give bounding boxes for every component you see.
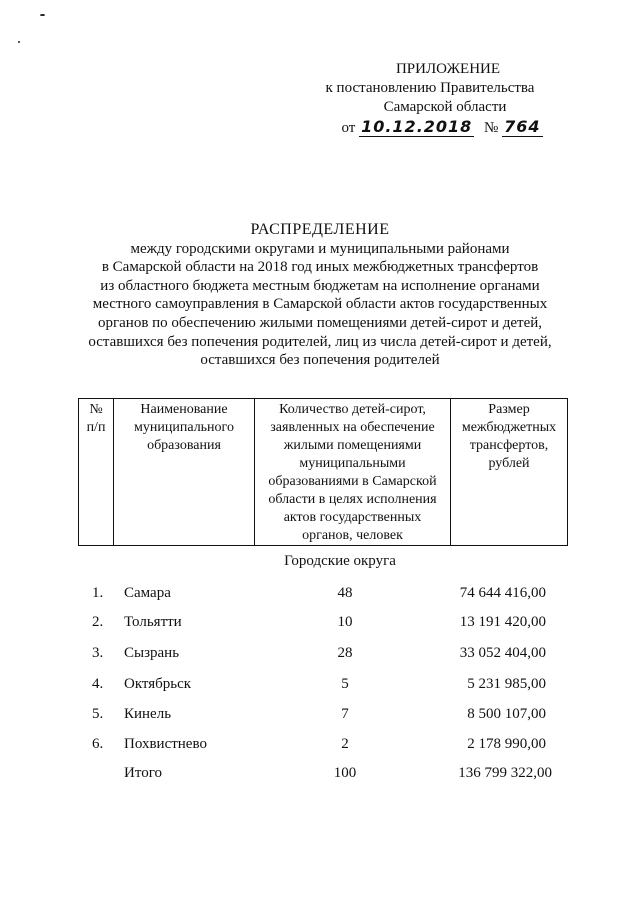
scan-speck (18, 41, 20, 43)
total-count: 100 (333, 765, 357, 781)
row-count: 7 (341, 706, 349, 722)
row-name: Сызрань (124, 645, 180, 661)
row-count: 48 (337, 585, 353, 601)
heading-line: местного самоуправления в Самарской области актов государственных (92, 296, 548, 313)
table-row (0, 676, 640, 696)
row-number: 2. (92, 614, 104, 630)
row-amount: 74 644 416,00 (459, 585, 546, 601)
appendix-line-1: к постановлению Правительства (325, 80, 535, 96)
table-header (78, 398, 568, 546)
heading-line: оставшихся без попечения родителей (200, 352, 440, 369)
table-row (0, 614, 640, 634)
row-count: 28 (337, 645, 353, 661)
row-amount: 5 231 985,00 (467, 676, 546, 692)
header-row (79, 399, 568, 546)
table-row (0, 585, 640, 605)
row-name: Похвистнево (124, 736, 207, 752)
table-row (0, 736, 640, 756)
appendix-block (300, 60, 560, 139)
appendix-date-line (300, 117, 560, 139)
number-prefix: № (484, 120, 499, 136)
appendix-line-2: Самарской области (383, 99, 507, 115)
row-number: 3. (92, 645, 104, 661)
document-heading (60, 221, 580, 370)
row-amount: 2 178 990,00 (467, 736, 546, 752)
table-row (0, 645, 640, 665)
header-name: Наименование муниципального образования (114, 399, 255, 546)
heading-line: из областного бюджета местным бюджетам на исполнение органами (100, 277, 540, 294)
section-title: Городские округа (284, 553, 396, 569)
heading-line: оставшихся без попечения родителей, лиц из числа детей-сирот и детей, (88, 333, 552, 350)
heading-title: РАСПРЕДЕЛЕНИЕ (250, 221, 390, 238)
row-name: Самара (124, 585, 171, 601)
row-name: Кинель (124, 706, 172, 722)
handwritten-number: 764 (504, 117, 541, 136)
date-prefix: от (341, 120, 356, 136)
table-row (0, 706, 640, 726)
heading-line: органов по обеспечению жилыми помещениями детей-сирот и детей, (97, 314, 543, 331)
total-amount: 136 799 322,00 (458, 765, 552, 781)
heading-line: между городскими округами и муниципальными районами (130, 240, 510, 257)
row-amount: 33 052 404,00 (459, 645, 546, 661)
row-count: 10 (337, 614, 353, 630)
row-amount: 8 500 107,00 (467, 706, 546, 722)
appendix-title: ПРИЛОЖЕНИЕ (395, 61, 501, 77)
row-count: 5 (341, 676, 349, 692)
header-count: Количество детей-сирот, заявленных на обеспечение жилыми помещениями муниципальными образованиями в Самарской области в целях исполнения актов государственных органов, человек (255, 399, 451, 546)
total-label: Итого (124, 765, 162, 781)
heading-line: в Самарской области на 2018 год иных межбюджетных трансфертов (101, 259, 539, 276)
total-row (0, 765, 640, 785)
scan-speck (40, 14, 45, 16)
row-name: Тольятти (124, 614, 182, 630)
row-amount: 13 191 420,00 (459, 614, 546, 630)
row-number: 4. (92, 676, 104, 692)
handwritten-date: 10.12.2018 (361, 117, 473, 136)
row-number: 5. (92, 706, 104, 722)
row-number: 1. (92, 585, 104, 601)
row-number: 6. (92, 736, 104, 752)
row-count: 2 (341, 736, 349, 752)
header-amount: Размер межбюджетных трансфертов, рублей (451, 399, 568, 546)
header-number: № п/п (79, 399, 114, 546)
row-name: Октябрьск (124, 676, 192, 692)
